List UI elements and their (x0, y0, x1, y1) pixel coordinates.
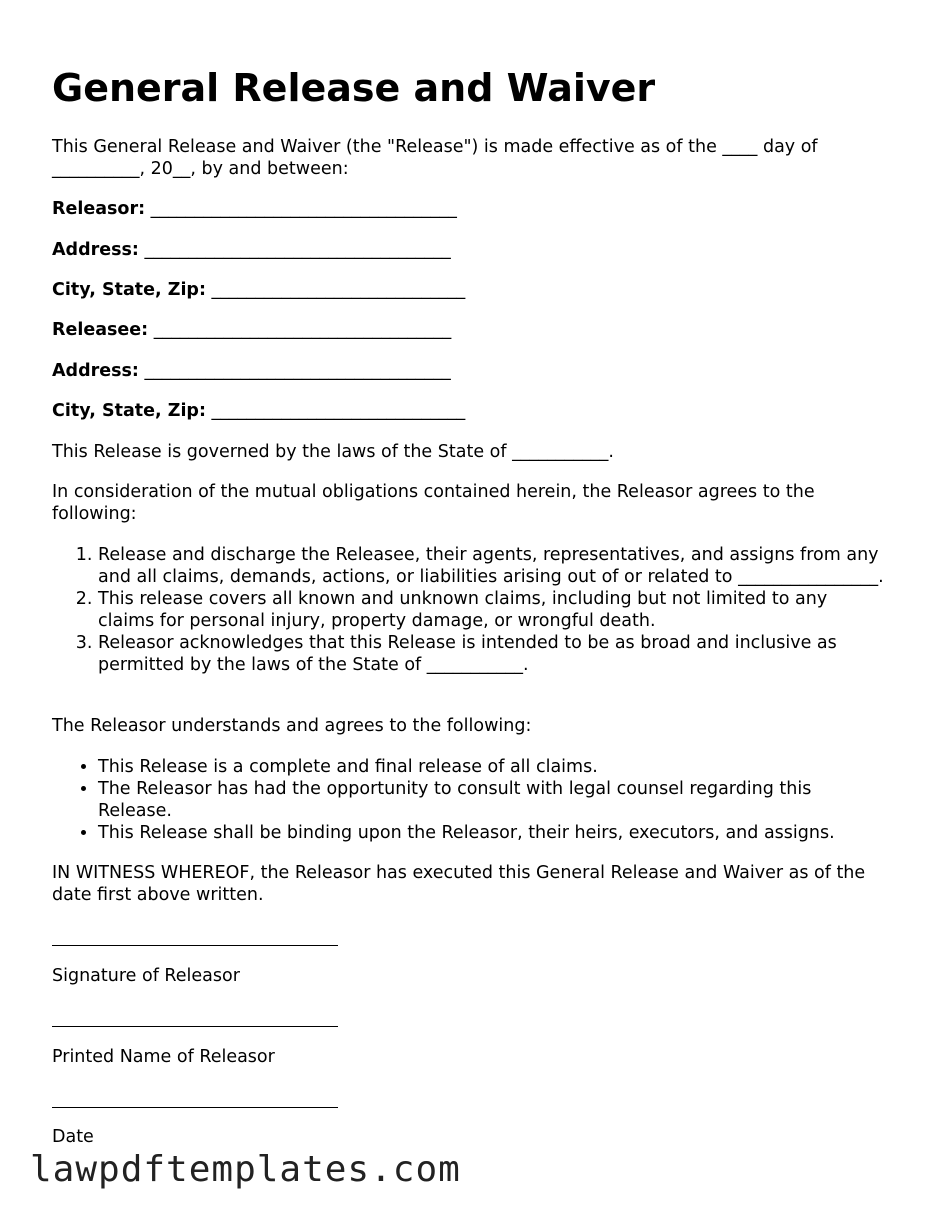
bullet-list (52, 756, 888, 844)
releasor-address-field (52, 239, 451, 261)
field-label: Address: (52, 240, 139, 260)
list-item: 1. Release and discharge the Releasee, their agents, representatives, and assigns from any and all claims, demands, actions, or liabilities arising out of or related to ________________. (98, 544, 888, 588)
list-item: • This Release is a complete and final release of all claims. (98, 756, 888, 778)
date-label: Date (52, 1127, 94, 1147)
date-line[interactable] (52, 1107, 338, 1108)
field-blank[interactable]: ___________________________________ (144, 361, 451, 381)
field-blank[interactable]: ___________________________________ (144, 240, 451, 260)
numbered-list (52, 544, 888, 676)
list-item: 3. Releasor acknowledges that this Release is intended to be as broad and inclusive as permitted by the laws of the State of ___________. (98, 632, 888, 676)
releasee-field (52, 319, 451, 341)
understands-paragraph: The Releasor understands and agrees to the following: (52, 716, 532, 736)
releasor-city-state-zip-field (52, 279, 465, 301)
field-label: City, State, Zip: (52, 280, 206, 300)
list-item: 2. This release covers all known and unknown claims, including but not limited to any claims for personal injury, property damage, or wrongful death. (98, 588, 888, 632)
field-label: City, State, Zip: (52, 401, 206, 421)
signature-label: Signature of Releasor (52, 966, 240, 986)
printed-name-label: Printed Name of Releasor (52, 1047, 275, 1067)
field-label: Address: (52, 361, 139, 381)
watermark: lawpdftemplates.com (30, 1149, 461, 1190)
printed-name-line[interactable] (52, 1026, 338, 1027)
field-blank[interactable]: ___________________________________ (150, 199, 457, 219)
field-label: Releasor: (52, 199, 146, 219)
intro-paragraph: This General Release and Waiver (the "Release") is made effective as of the ____ day of __________, 20__, by and between: (52, 137, 818, 179)
releasee-city-state-zip-field (52, 400, 465, 422)
witness-paragraph: IN WITNESS WHEREOF, the Releasor has executed this General Release and Waiver as of the date first above written. (52, 863, 866, 905)
releasor-field (52, 198, 457, 220)
list-item: • The Releasor has had the opportunity to consult with legal counsel regarding this Release. (98, 778, 888, 822)
signature-line[interactable] (52, 945, 338, 946)
field-blank[interactable]: __________________________________ (153, 320, 452, 340)
consideration-paragraph: In consideration of the mutual obligations contained herein, the Releasor agrees to the following: (52, 482, 815, 524)
field-blank[interactable]: _____________________________ (211, 401, 466, 421)
governing-law-paragraph: This Release is governed by the laws of the State of ___________. (52, 442, 614, 462)
field-label: Releasee: (52, 320, 149, 340)
releasee-address-field (52, 360, 451, 382)
list-item: • This Release shall be binding upon the Releasor, their heirs, executors, and assigns. (98, 822, 888, 844)
document-title: General Release and Waiver (52, 66, 656, 110)
field-blank[interactable]: _____________________________ (211, 280, 466, 300)
